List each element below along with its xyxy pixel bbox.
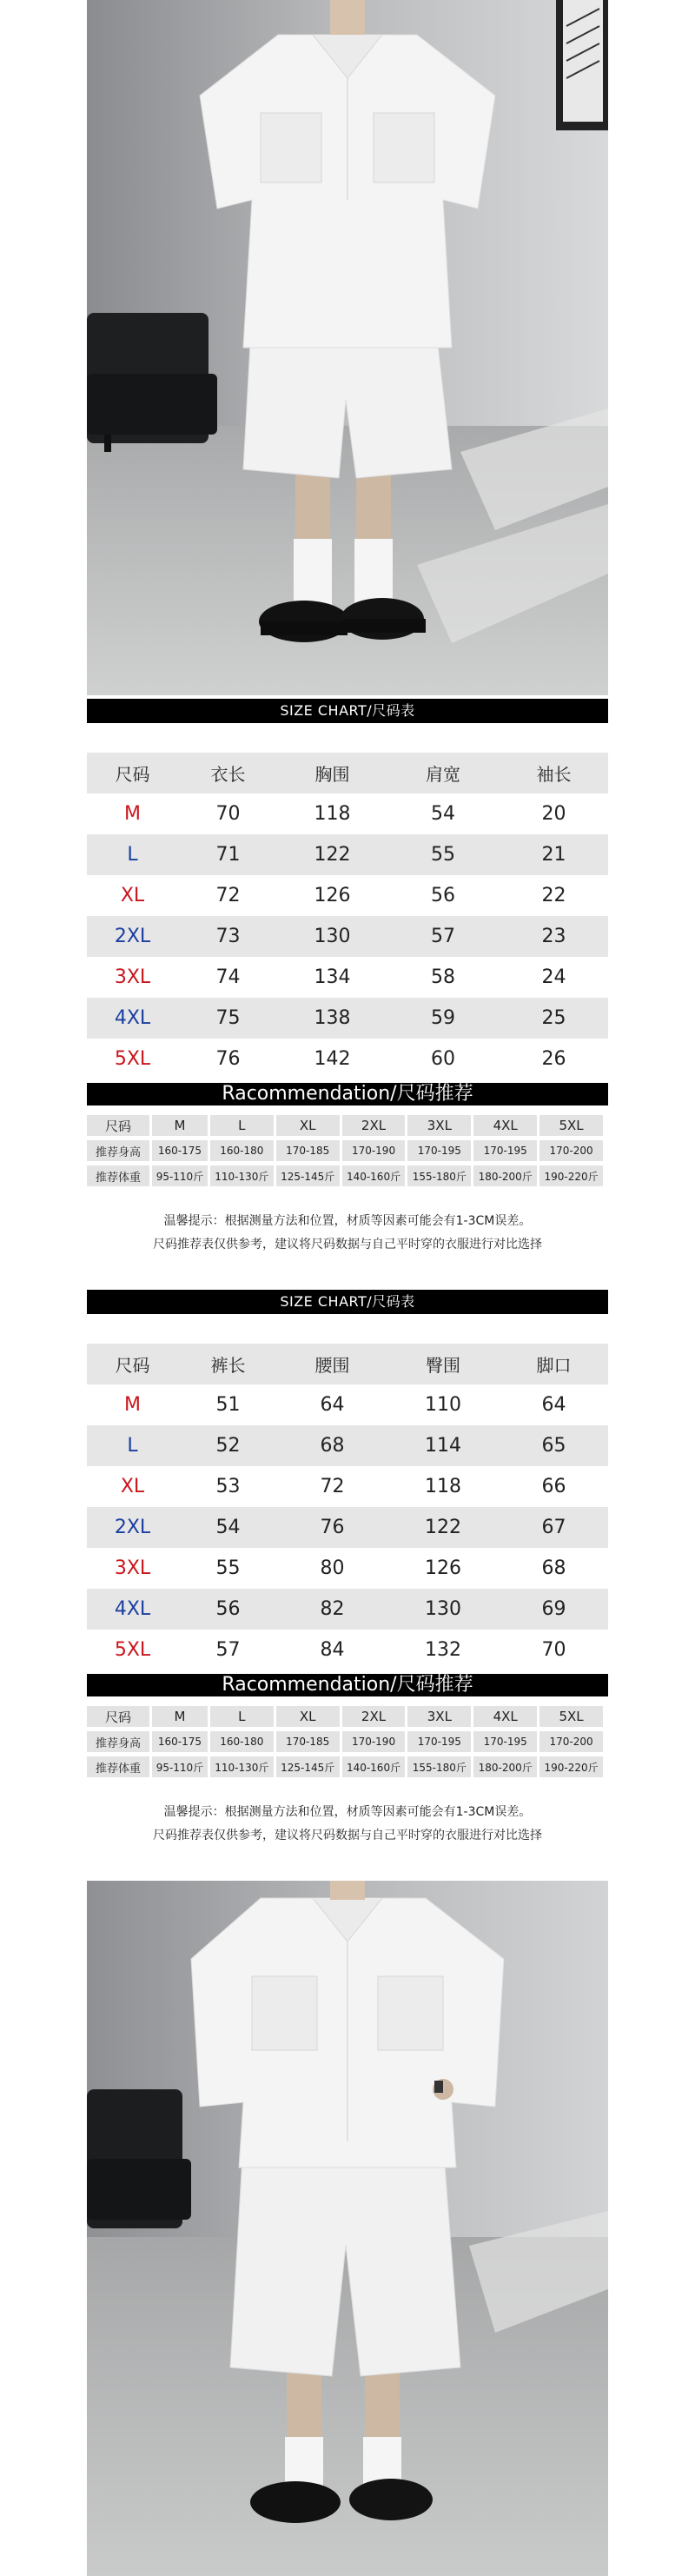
table-cell: 54 [178, 1507, 278, 1548]
table-row [87, 957, 608, 998]
table-cell: 114 [387, 1425, 500, 1466]
table-cell: 126 [314, 885, 351, 906]
recommendation-title: Racommendation/尺码推荐 [87, 1083, 608, 1105]
size-label: 5XL [114, 1639, 151, 1661]
size-label: M [124, 803, 141, 825]
table-cell: 76 [215, 1048, 241, 1070]
table-cell: 170-190 [342, 1731, 406, 1752]
table-cell: 75 [178, 998, 278, 1039]
table-cell: 125-145斤 [276, 1756, 340, 1777]
table-cell: 71 [178, 834, 278, 875]
table-cell: 180-200斤 [473, 1756, 537, 1777]
table-cell: 170-185 [276, 1140, 340, 1161]
table-cell: 23 [500, 916, 608, 957]
table-cell: 95-110斤 [152, 1165, 208, 1186]
product-photo-bottom [87, 1881, 608, 2576]
table-row [87, 793, 608, 834]
table-cell: 126 [425, 1557, 461, 1579]
row-label: 推荐体重 [87, 1165, 149, 1186]
table-cell: 170-195 [407, 1731, 471, 1752]
table-cell: 138 [278, 998, 387, 1039]
table-cell: 118 [314, 803, 351, 825]
table-cell: 59 [387, 998, 500, 1039]
header-cell: 臀围 [387, 1344, 500, 1384]
table-row [87, 1425, 608, 1466]
table-cell: 64 [320, 1394, 345, 1416]
table-row [87, 1548, 608, 1589]
recommendation-title: Racommendation/尺码推荐 [87, 1674, 608, 1696]
table-cell: 155-180斤 [407, 1165, 471, 1186]
table-cell: 190-220斤 [539, 1165, 603, 1186]
table-header-row [87, 1344, 608, 1384]
table-cell: 55 [215, 1557, 241, 1579]
table-row [87, 1630, 608, 1670]
table-cell: 84 [320, 1639, 345, 1661]
size-label: 4XL [87, 1589, 178, 1630]
table-cell: 72 [215, 885, 241, 906]
table-cell: 170-185 [276, 1731, 340, 1752]
table-cell: 76 [278, 1507, 387, 1548]
table-cell: 69 [500, 1589, 608, 1630]
pants-size-table [87, 1344, 608, 1670]
note-line: 温馨提示：根据测量方法和位置，材质等因素可能会有1-3CM误差。 [163, 1805, 532, 1819]
header-cell: 尺码 [87, 1706, 149, 1727]
header-cell: L [210, 1115, 274, 1136]
table-cell: 170-190 [342, 1140, 406, 1161]
header-cell: 尺码 [87, 753, 178, 793]
table-cell: 170-195 [473, 1140, 537, 1161]
header-cell: 腰围 [278, 1344, 387, 1384]
table-cell: 180-200斤 [473, 1165, 537, 1186]
table-cell: 190-220斤 [539, 1756, 603, 1777]
table-cell: 155-180斤 [407, 1756, 471, 1777]
model-front-illustration [87, 0, 608, 695]
row-label: 推荐身高 [87, 1140, 149, 1161]
size-label: L [87, 834, 178, 875]
size-notes [87, 1801, 608, 1848]
table-header-row [87, 1706, 603, 1727]
header-cell: 胸围 [278, 753, 387, 793]
table-cell: 74 [215, 966, 241, 988]
size-label: 2XL [87, 1507, 178, 1548]
header-cell: 5XL [539, 1115, 603, 1136]
table-cell: 70 [541, 1639, 566, 1661]
size-label: 4XL [87, 998, 178, 1039]
table-row [87, 1731, 603, 1752]
header-cell: 脚口 [500, 1344, 608, 1384]
table-cell: 24 [541, 966, 566, 988]
table-cell: 160-175 [152, 1140, 208, 1161]
table-cell: 125-145斤 [276, 1165, 340, 1186]
header-cell: XL [276, 1115, 340, 1136]
size-notes [87, 1210, 608, 1257]
table-header-row [87, 753, 608, 793]
table-row [87, 1384, 608, 1425]
table-cell: 118 [425, 1476, 461, 1497]
table-cell: 160-180 [210, 1140, 274, 1161]
header-cell: 肩宽 [387, 753, 500, 793]
table-cell: 60 [431, 1048, 455, 1070]
header-cell: 4XL [473, 1706, 537, 1727]
table-cell: 20 [541, 803, 566, 825]
header-cell: M [152, 1706, 208, 1727]
table-cell: 130 [387, 1589, 500, 1630]
table-cell: 122 [278, 834, 387, 875]
table-cell: 122 [387, 1507, 500, 1548]
shirt-size-chart [87, 699, 608, 1257]
table-row [87, 916, 608, 957]
table-cell: 67 [500, 1507, 608, 1548]
table-cell: 80 [320, 1557, 345, 1579]
table-cell: 26 [541, 1048, 566, 1070]
table-cell: 82 [278, 1589, 387, 1630]
recommendation-table [84, 1702, 606, 1782]
table-row [87, 1140, 603, 1161]
row-label: 推荐身高 [87, 1731, 149, 1752]
header-cell: 5XL [539, 1706, 603, 1727]
note-line: 温馨提示：根据测量方法和位置，材质等因素可能会有1-3CM误差。 [163, 1214, 532, 1228]
header-cell: L [210, 1706, 274, 1727]
table-cell: 57 [387, 916, 500, 957]
product-photo-top [87, 0, 608, 695]
size-label: 3XL [114, 966, 151, 988]
header-cell: 袖长 [500, 753, 608, 793]
table-row [87, 1507, 608, 1548]
size-label: 5XL [114, 1048, 151, 1070]
shirt-size-table [87, 753, 608, 1079]
note-line: 尺码推荐表仅供参考，建议将尺码数据与自己平时穿的衣服进行对比选择 [153, 1829, 542, 1842]
table-row [87, 998, 608, 1039]
table-cell: 66 [541, 1476, 566, 1497]
table-row [87, 875, 608, 916]
header-cell: M [152, 1115, 208, 1136]
table-cell: 57 [215, 1639, 241, 1661]
table-cell: 140-160斤 [342, 1165, 406, 1186]
header-cell: 尺码 [87, 1115, 149, 1136]
header-cell: XL [276, 1706, 340, 1727]
table-cell: 68 [541, 1557, 566, 1579]
table-cell: 132 [425, 1639, 461, 1661]
note-line: 尺码推荐表仅供参考，建议将尺码数据与自己平时穿的衣服进行对比选择 [153, 1238, 542, 1251]
header-cell: 裤长 [178, 1344, 278, 1384]
table-cell: 68 [278, 1425, 387, 1466]
table-cell: 58 [431, 966, 455, 988]
table-header-row [87, 1115, 603, 1136]
table-cell: 140-160斤 [342, 1756, 406, 1777]
size-label: XL [120, 885, 145, 906]
header-cell: 3XL [407, 1706, 471, 1727]
table-cell: 64 [541, 1394, 566, 1416]
table-cell: 170-200 [539, 1140, 603, 1161]
table-cell: 53 [215, 1476, 241, 1497]
table-cell: 110-130斤 [210, 1165, 274, 1186]
header-cell: 衣长 [178, 753, 278, 793]
table-row [87, 1756, 603, 1777]
table-cell: 56 [431, 885, 455, 906]
model-front-illustration-2 [87, 1881, 608, 2576]
header-cell: 2XL [342, 1706, 406, 1727]
table-cell: 95-110斤 [152, 1756, 208, 1777]
pants-size-chart [87, 1290, 608, 1848]
header-cell: 尺码 [87, 1344, 178, 1384]
header-cell: 3XL [407, 1115, 471, 1136]
size-label: XL [120, 1476, 145, 1497]
table-row [87, 1165, 603, 1186]
table-cell: 110-130斤 [210, 1756, 274, 1777]
table-row [87, 834, 608, 875]
size-label: 2XL [87, 916, 178, 957]
size-label: M [124, 1394, 141, 1416]
table-cell: 54 [431, 803, 455, 825]
table-cell: 52 [178, 1425, 278, 1466]
table-row [87, 1039, 608, 1079]
table-cell: 65 [500, 1425, 608, 1466]
table-cell: 110 [425, 1394, 461, 1416]
table-row [87, 1466, 608, 1507]
pants-chart-title: SIZE CHART/尺码表 [87, 1290, 608, 1314]
header-cell: 4XL [473, 1115, 537, 1136]
size-label: L [87, 1425, 178, 1466]
table-cell: 51 [215, 1394, 241, 1416]
row-label: 推荐体重 [87, 1756, 149, 1777]
table-cell: 70 [215, 803, 241, 825]
table-cell: 142 [314, 1048, 351, 1070]
table-cell: 55 [387, 834, 500, 875]
table-cell: 160-180 [210, 1731, 274, 1752]
table-cell: 170-195 [473, 1731, 537, 1752]
table-cell: 170-195 [407, 1140, 471, 1161]
size-label: 3XL [114, 1557, 151, 1579]
table-cell: 170-200 [539, 1731, 603, 1752]
table-cell: 72 [320, 1476, 345, 1497]
recommendation-table [84, 1111, 606, 1191]
header-cell: 2XL [342, 1115, 406, 1136]
table-cell: 134 [314, 966, 351, 988]
table-cell: 130 [278, 916, 387, 957]
shirt-chart-title: SIZE CHART/尺码表 [87, 699, 608, 723]
table-row [87, 1589, 608, 1630]
table-cell: 56 [178, 1589, 278, 1630]
table-cell: 21 [500, 834, 608, 875]
table-cell: 160-175 [152, 1731, 208, 1752]
table-cell: 73 [178, 916, 278, 957]
table-cell: 25 [500, 998, 608, 1039]
table-cell: 22 [541, 885, 566, 906]
